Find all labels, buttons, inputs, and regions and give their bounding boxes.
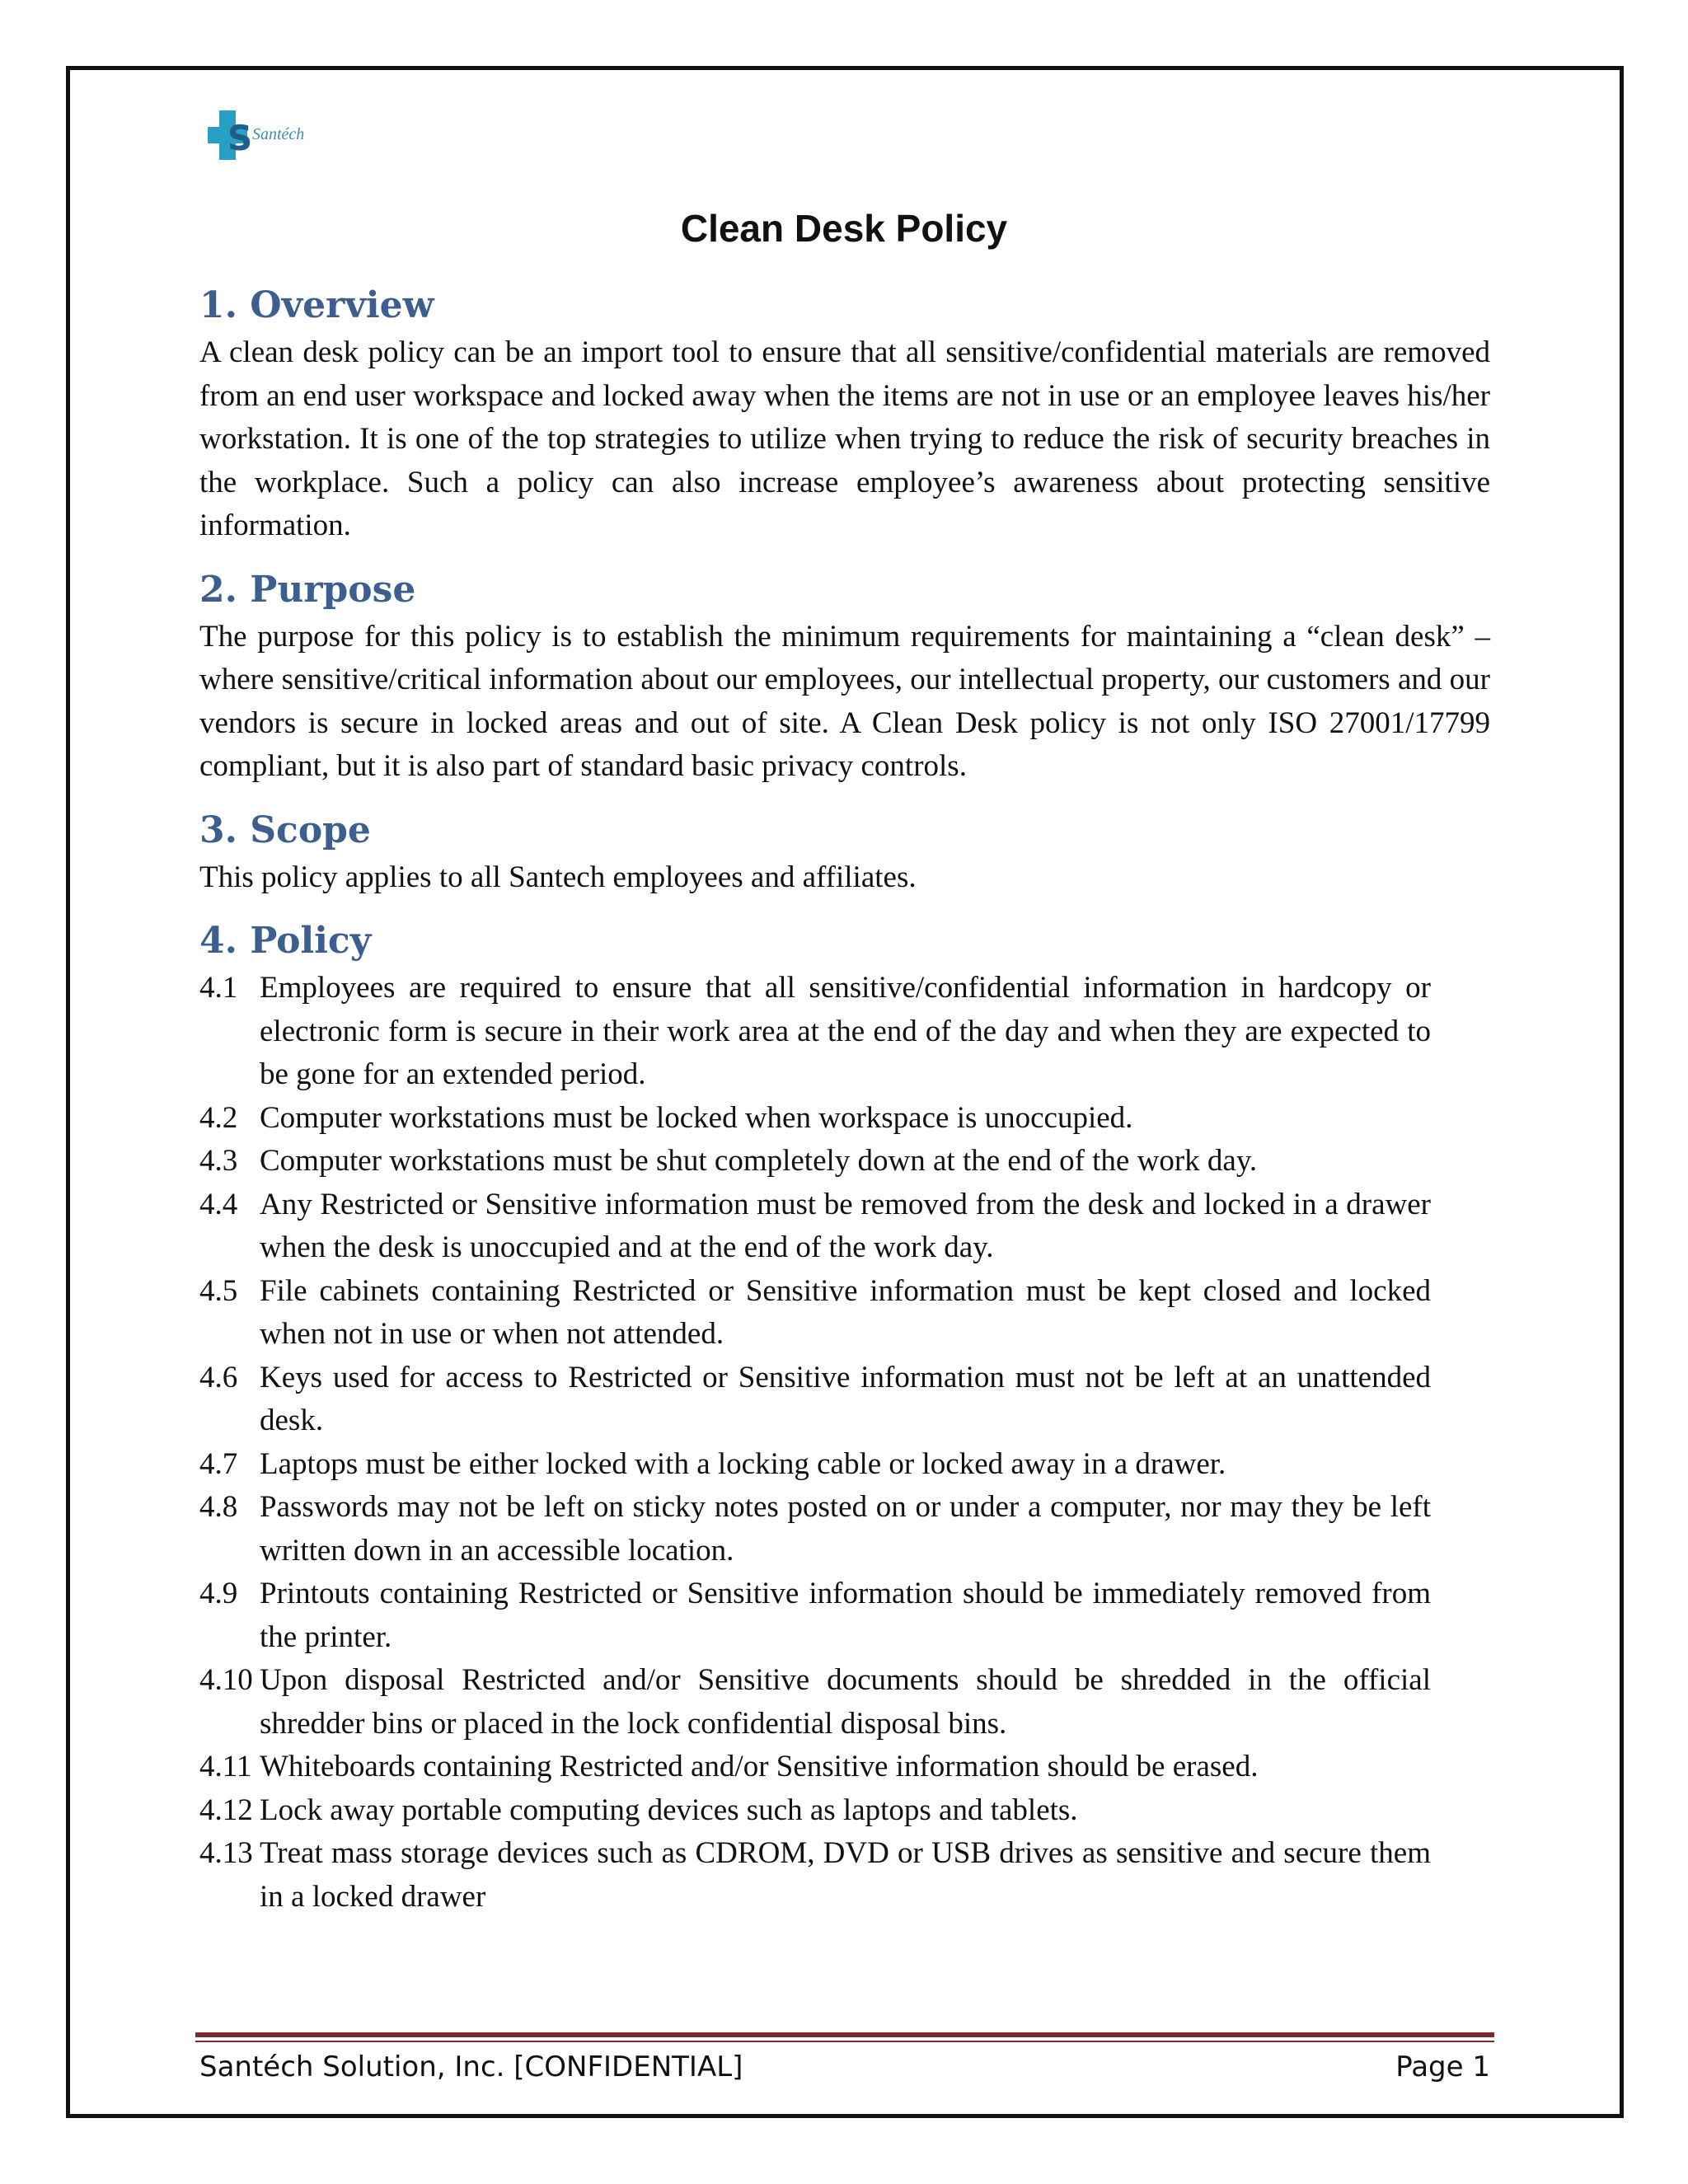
- section-heading: 2. Purpose: [199, 568, 416, 611]
- section-overview: [199, 280, 1490, 548]
- policy-item: [199, 1746, 1431, 1789]
- footer-company: Santéch Solution, Inc. [CONFIDENTIAL]: [199, 2050, 743, 2083]
- policy-item: [199, 1832, 1431, 1919]
- policy-number: 4.6: [199, 1360, 238, 1394]
- policy-number: 4.13: [199, 1836, 253, 1870]
- policy-text: Computer workstations must be shut completely down at the end of the work day.: [260, 1144, 1258, 1178]
- section-paragraph: The purpose for this policy is to establish the minimum requirements for maintaining a “clean desk” – where sensitive/critical information about our employees, our intellectual property, our customers and our vendors is secure in locked areas and out of site. A Clean Desk policy is not only ISO 27001/17799 compliant, but it is also part of standard basic privacy controls.: [199, 619, 1490, 783]
- policy-text: Computer workstations must be locked when workspace is unoccupied.: [260, 1100, 1133, 1135]
- policy-text: Any Restricted or Sensitive information must be removed from the desk and locked in a drawer when the desk is unoccupied and at the end of the work day.: [260, 1187, 1431, 1264]
- policy-text: Whiteboards containing Restricted and/or Sensitive information should be erased.: [260, 1750, 1259, 1783]
- document-body: [199, 280, 1490, 1919]
- section-paragraph: This policy applies to all Santech employees and affiliates.: [199, 860, 917, 894]
- policy-text: Laptops must be either locked with a locking cable or locked away in a drawer.: [260, 1446, 1226, 1481]
- policy-item: [199, 1357, 1431, 1443]
- policy-list: [199, 967, 1431, 1919]
- policy-number: 4.8: [199, 1490, 238, 1524]
- section-scope: [199, 805, 1490, 900]
- policy-number: 4.7: [199, 1446, 238, 1481]
- policy-item: [199, 1270, 1431, 1357]
- policy-number: 4.9: [199, 1577, 238, 1610]
- policy-number: 4.4: [199, 1187, 238, 1221]
- section-heading: 3. Scope: [199, 808, 371, 851]
- section-purpose: [199, 565, 1490, 789]
- policy-text: Treat mass storage devices such as CDROM, DVD or USB drives as sensitive and secure them in a locked drawer: [260, 1836, 1431, 1914]
- policy-item: [199, 1789, 1431, 1833]
- policy-item: [199, 1443, 1431, 1487]
- logo-wordmark: Santéch: [252, 125, 305, 143]
- policy-item: [199, 1097, 1431, 1141]
- svg-text:S: S: [227, 118, 253, 158]
- policy-number: 4.5: [199, 1273, 238, 1308]
- policy-number: 4.3: [199, 1144, 238, 1178]
- policy-item: [199, 1659, 1431, 1746]
- policy-text: Printouts containing Restricted or Sensitive information should be immediately removed from the printer.: [260, 1577, 1431, 1654]
- policy-item: [199, 1140, 1431, 1183]
- policy-item: [199, 967, 1431, 1097]
- policy-text: File cabinets containing Restricted or Sensitive information must be kept closed and locked when not in use or when not attended.: [260, 1273, 1431, 1351]
- policy-number: 4.12: [199, 1793, 253, 1827]
- policy-number: 4.10: [199, 1663, 253, 1697]
- policy-text: Employees are required to ensure that all sensitive/confidential information in hardcopy or electronic form is secure in their work area at the end of the day and when they are expected to be gone for an extended period.: [260, 971, 1431, 1091]
- section-heading: 4. Policy: [199, 920, 372, 962]
- footer-rule: [195, 2032, 1494, 2037]
- section-heading: 1. Overview: [199, 284, 434, 326]
- policy-item: [199, 1572, 1431, 1659]
- policy-number: 4.11: [199, 1750, 252, 1783]
- policy-text: Lock away portable computing devices such as laptops and tablets.: [260, 1793, 1078, 1827]
- document-title: Clean Desk Policy: [680, 207, 1008, 250]
- footer-rule-thin: [195, 2041, 1494, 2042]
- page-number: Page 1: [1395, 2050, 1490, 2083]
- section-paragraph: A clean desk policy can be an import tool to ensure that all sensitive/confidential materials are removed from an end user workspace and locked away when the items are not in use or an employee leaves his/her workstation. It is one of the top strategies to utilize when trying to reduce the risk of security breaches in the workplace. Such a policy can also increase employee’s awareness about protecting sensitive information.: [199, 335, 1490, 542]
- policy-number: 4.1: [199, 971, 238, 1005]
- policy-text: Passwords may not be left on sticky notes posted on or under a computer, nor may they be left written down in an accessible location.: [260, 1490, 1431, 1568]
- policy-number: 4.2: [199, 1100, 238, 1135]
- policy-text: Upon disposal Restricted and/or Sensitive documents should be shredded in the official shredder bins or placed in the lock confidential disposal bins.: [260, 1663, 1431, 1741]
- policy-text: Keys used for access to Restricted or Sensitive information must not be left at an unattended desk.: [260, 1360, 1431, 1437]
- policy-item: [199, 1183, 1431, 1270]
- page-footer: [199, 2044, 1490, 2090]
- section-policy: [199, 916, 1490, 1919]
- policy-item: [199, 1486, 1431, 1572]
- company-logo: [208, 107, 331, 165]
